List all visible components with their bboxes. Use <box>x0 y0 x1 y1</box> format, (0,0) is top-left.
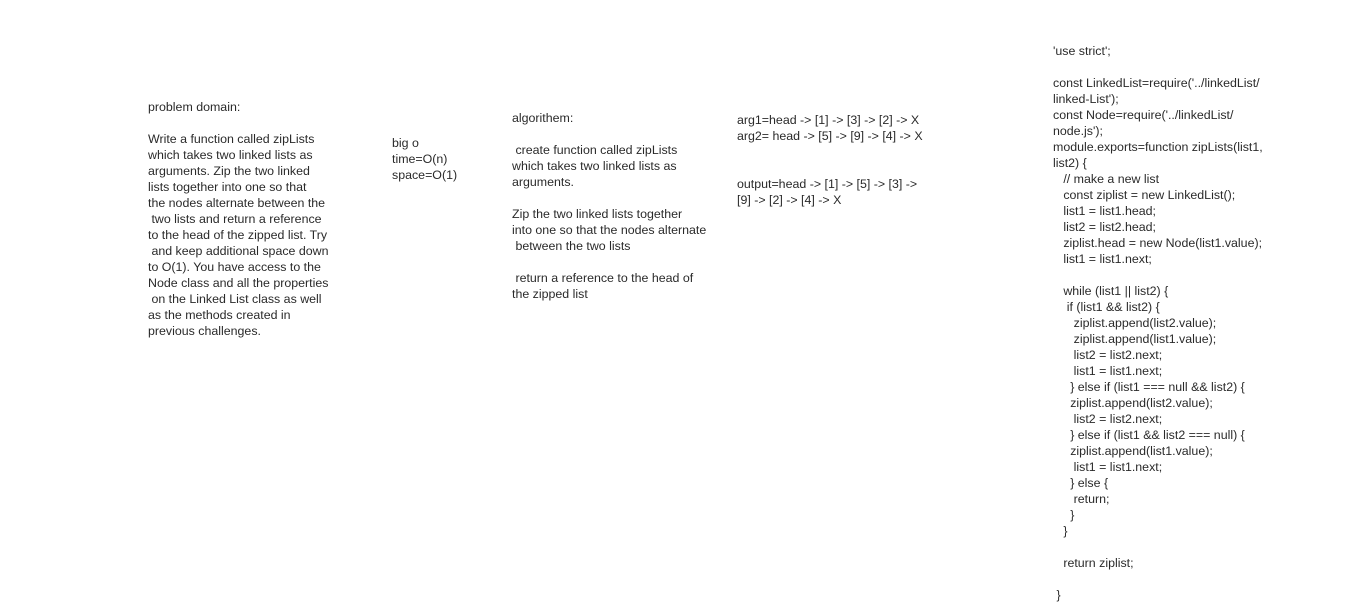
text-line: // make a new list <box>1053 172 1160 186</box>
text-line: list2 = list2.head; <box>1053 220 1156 234</box>
text-line: } <box>1053 588 1061 602</box>
text-line <box>1053 267 1298 283</box>
text-line: while (list1 || list2) { <box>1053 284 1169 298</box>
text-line: return a reference to the head of <box>512 271 694 285</box>
text-line: linked-List'); <box>1053 92 1119 106</box>
text-line: Zip the two linked lists together <box>512 207 683 221</box>
text-line: node.js'); <box>1053 124 1103 138</box>
text-line: list2 = list2.next; <box>1053 348 1163 362</box>
text-line: ziplist.append(list1.value); <box>1053 332 1217 346</box>
code-text <box>1053 43 1298 603</box>
text-line <box>1053 59 1298 75</box>
text-line: } else if (list1 === null && list2) { <box>1053 380 1245 394</box>
text-line: the zipped list <box>512 287 588 301</box>
text-line: two lists and return a reference <box>148 212 322 226</box>
text-line: lists together into one so that <box>148 180 307 194</box>
text-line: algorithem: <box>512 111 574 125</box>
text-line: Write a function called zipLists <box>148 132 315 146</box>
text-line: time=O(n) <box>392 152 448 166</box>
text-line: } <box>1053 524 1068 538</box>
text-line: problem domain: <box>148 100 241 114</box>
text-line: ziplist.append(list2.value); <box>1053 316 1217 330</box>
text-line: } <box>1053 508 1075 522</box>
problem-domain-text <box>148 99 348 339</box>
text-line: previous challenges. <box>148 324 261 338</box>
text-line: return ziplist; <box>1053 556 1134 570</box>
text-line: const ziplist = new LinkedList(); <box>1053 188 1236 202</box>
text-line: the nodes alternate between the <box>148 196 326 210</box>
text-line: into one so that the nodes alternate <box>512 223 707 237</box>
text-line <box>512 254 727 270</box>
text-line <box>148 115 348 131</box>
text-line: 'use strict'; <box>1053 44 1111 58</box>
text-line: list2) { <box>1053 156 1087 170</box>
text-line: } else if (list1 && list2 === null) { <box>1053 428 1245 442</box>
text-line: and keep additional space down <box>148 244 329 258</box>
text-line: module.exports=function zipLists(list1, <box>1053 140 1263 154</box>
text-line: const LinkedList=require('../linkedList/ <box>1053 76 1260 90</box>
big-o-text <box>392 135 482 183</box>
text-line: [9] -> [2] -> [4] -> X <box>737 193 842 207</box>
example-text <box>737 112 937 208</box>
text-line: arg1=head -> [1] -> [3] -> [2] -> X <box>737 113 920 127</box>
text-line: as the methods created in <box>148 308 291 322</box>
text-line: } else { <box>1053 476 1109 490</box>
text-line: ziplist.head = new Node(list1.value); <box>1053 236 1263 250</box>
text-line: create function called zipLists <box>512 143 678 157</box>
text-line <box>1053 571 1298 587</box>
text-line: which takes two linked lists as <box>512 159 677 173</box>
text-line <box>737 144 937 160</box>
text-line: to O(1). You have access to the <box>148 260 321 274</box>
text-line: between the two lists <box>512 239 631 253</box>
text-line: arg2= head -> [5] -> [9] -> [4] -> X <box>737 129 923 143</box>
text-line: ziplist.append(list1.value); <box>1053 444 1213 458</box>
text-line: list1 = list1.next; <box>1053 364 1163 378</box>
text-line: list1 = list1.next; <box>1053 252 1152 266</box>
text-line: list1 = list1.head; <box>1053 204 1156 218</box>
text-line: arguments. <box>512 175 574 189</box>
text-line: big o <box>392 136 419 150</box>
text-line: to the head of the zipped list. Try <box>148 228 328 242</box>
text-line: Node class and all the properties <box>148 276 329 290</box>
text-line: space=O(1) <box>392 168 458 182</box>
text-line: list2 = list2.next; <box>1053 412 1163 426</box>
text-line: const Node=require('../linkedList/ <box>1053 108 1234 122</box>
text-line <box>1053 539 1298 555</box>
text-line: ziplist.append(list2.value); <box>1053 396 1213 410</box>
text-line <box>737 160 937 176</box>
text-line <box>512 126 727 142</box>
text-line: list1 = list1.next; <box>1053 460 1163 474</box>
text-line: on the Linked List class as well <box>148 292 322 306</box>
text-line: output=head -> [1] -> [5] -> [3] -> <box>737 177 918 191</box>
algorithm-text <box>512 110 727 302</box>
text-line <box>512 190 727 206</box>
text-line: arguments. Zip the two linked <box>148 164 310 178</box>
text-line: which takes two linked lists as <box>148 148 313 162</box>
text-line: return; <box>1053 492 1110 506</box>
text-line: if (list1 && list2) { <box>1053 300 1160 314</box>
